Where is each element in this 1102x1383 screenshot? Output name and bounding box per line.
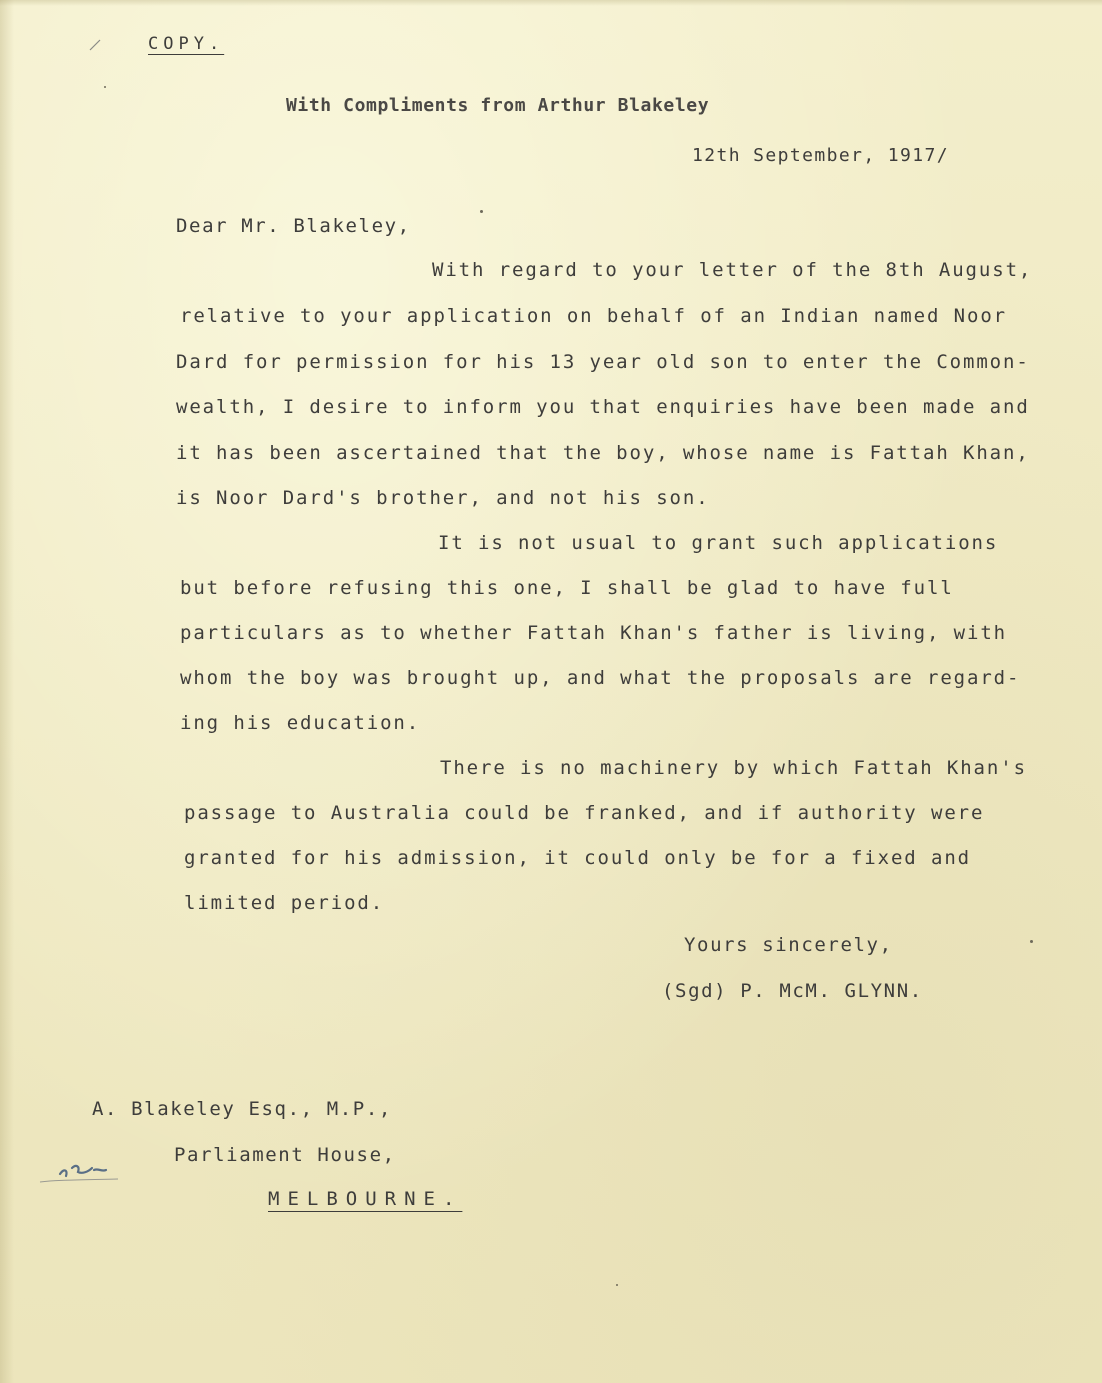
paragraph-3-line-1: There is no machinery by which Fattah Khan's [440,757,1027,779]
paper-speck [104,86,106,88]
paragraph-1-line-2: relative to your application on behalf of an Indian named Noor [180,305,1008,327]
handwritten-pencil-note [36,1158,126,1188]
addressee-building: Parliament House, [174,1144,396,1166]
paragraph-2-line-5: ing his education. [180,712,421,734]
paper-top-shadow [0,0,1102,6]
pencil-tick-mark [88,38,102,52]
paragraph-1-line-6: is Noor Dard's brother, and not his son. [176,487,710,509]
closing: Yours sincerely, [684,934,893,956]
paragraph-1-line-3: Dard for permission for his 13 year old son to enter the Common- [176,351,1030,373]
signature: (Sgd) P. McM. GLYNN. [662,980,923,1002]
addressee-city: MELBOURNE. [268,1188,463,1210]
paper-speck [1030,940,1033,943]
paragraph-2-line-1: It is not usual to grant such applications [438,532,999,554]
paragraph-2-line-4: whom the boy was brought up, and what the proposals are regard- [180,667,1021,689]
paragraph-2-line-2: but before refusing this one, I shall be glad to have full [180,577,954,599]
paper-speck [480,210,483,213]
paper-speck [616,1284,618,1286]
addressee-name: A. Blakeley Esq., M.P., [92,1098,392,1120]
paper-edge-shadow [0,0,14,1383]
paragraph-3-line-2: passage to Australia could be franked, and if authority were [184,802,985,824]
paragraph-2-line-3: particulars as to whether Fattah Khan's father is living, with [180,622,1008,644]
paragraph-1-line-1: With regard to your letter of the 8th August, [432,259,1033,281]
letter-date: 12th September, 1917/ [692,145,949,166]
paragraph-1-line-5: it has been ascertained that the boy, whose name is Fattah Khan, [176,442,1030,464]
copy-heading: COPY. [148,34,225,54]
paragraph-3-line-4: limited period. [184,892,385,914]
paragraph-1-line-4: wealth, I desire to inform you that enquiries have been made and [176,396,1030,418]
compliments-line: With Compliments from Arthur Blakeley [286,95,710,116]
paragraph-3-line-3: granted for his admission, it could only be for a fixed and [184,847,971,869]
salutation: Dear Mr. Blakeley, [176,215,411,237]
